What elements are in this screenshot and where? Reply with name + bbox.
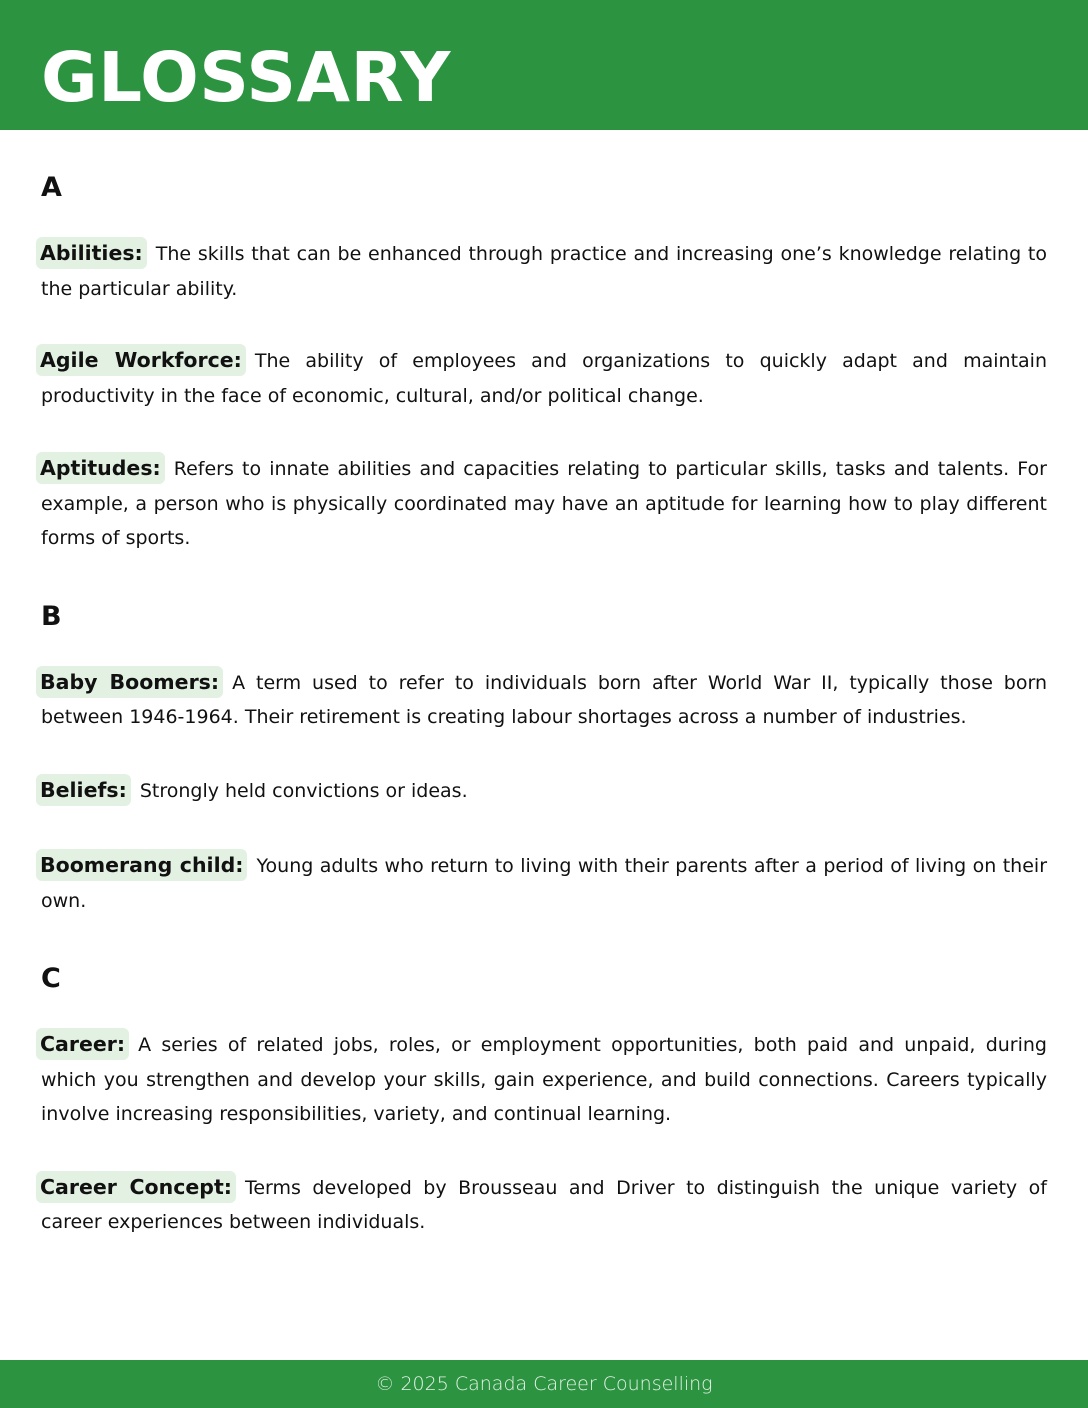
section-letter-a: A bbox=[41, 172, 62, 203]
glossary-entry-beliefs bbox=[41, 773, 1047, 809]
glossary-term: Baby Boomers: bbox=[36, 666, 223, 698]
glossary-term: Boomerang child: bbox=[36, 849, 247, 881]
glossary-entry-baby-boomers bbox=[41, 665, 1047, 735]
glossary-term: Aptitudes: bbox=[36, 452, 165, 484]
glossary-definition: Strongly held convictions or ideas. bbox=[139, 779, 468, 802]
glossary-entry-abilities bbox=[41, 236, 1047, 306]
glossary-definition: A series of related jobs, roles, or employment opportunities, both paid and unpaid, during which you strengthen and develop your skills, gain experience, and build connections. Careers typically involve increasing responsibilities, variety, and continual learning. bbox=[41, 1034, 1047, 1125]
glossary-term: Abilities: bbox=[36, 237, 147, 269]
section-letter-b: B bbox=[41, 600, 62, 632]
glossary-definition: Terms developed by Brousseau and Driver to distinguish the unique variety of career experiences between individuals. bbox=[41, 1176, 1047, 1233]
copyright-text: © 2025 Canada Career Counselling bbox=[375, 1373, 713, 1395]
glossary-entry-aptitudes bbox=[41, 451, 1047, 556]
glossary-term: Career: bbox=[36, 1028, 129, 1060]
glossary-entry-agile-workforce bbox=[41, 343, 1047, 413]
glossary-term: Agile Workforce: bbox=[36, 344, 246, 376]
glossary-definition: Young adults who return to living with their parents after a period of living on their own. bbox=[41, 855, 1048, 912]
header-banner bbox=[0, 0, 1088, 130]
glossary-content bbox=[41, 170, 1047, 1240]
glossary-definition: Refers to innate abilities and capacities relating to particular skills, tasks and talents. For example, a person who is physically coordinated may have an aptitude for learning how to play different forms of sports. bbox=[41, 458, 1047, 549]
glossary-entry-career-concept bbox=[41, 1170, 1047, 1240]
footer-bar bbox=[0, 1360, 1088, 1408]
glossary-definition: The skills that can be enhanced through practice and increasing one’s knowledge relating to the particular ability. bbox=[41, 243, 1047, 300]
page-title: GLOSSARY bbox=[41, 38, 451, 118]
section-letter-c: C bbox=[41, 963, 61, 994]
glossary-entry-career bbox=[41, 1027, 1047, 1132]
glossary-term: Career Concept: bbox=[36, 1171, 236, 1203]
glossary-definition: A term used to refer to individuals born after World War II, typically those born between 1946-1964. Their retirement is creating labour shortages across a number of industries. bbox=[41, 671, 1048, 728]
glossary-term: Beliefs: bbox=[36, 774, 131, 806]
glossary-definition: The ability of employees and organizations to quickly adapt and maintain productivity in the face of economic, cultural, and/or political change. bbox=[41, 350, 1047, 407]
glossary-entry-boomerang-child bbox=[41, 848, 1047, 918]
